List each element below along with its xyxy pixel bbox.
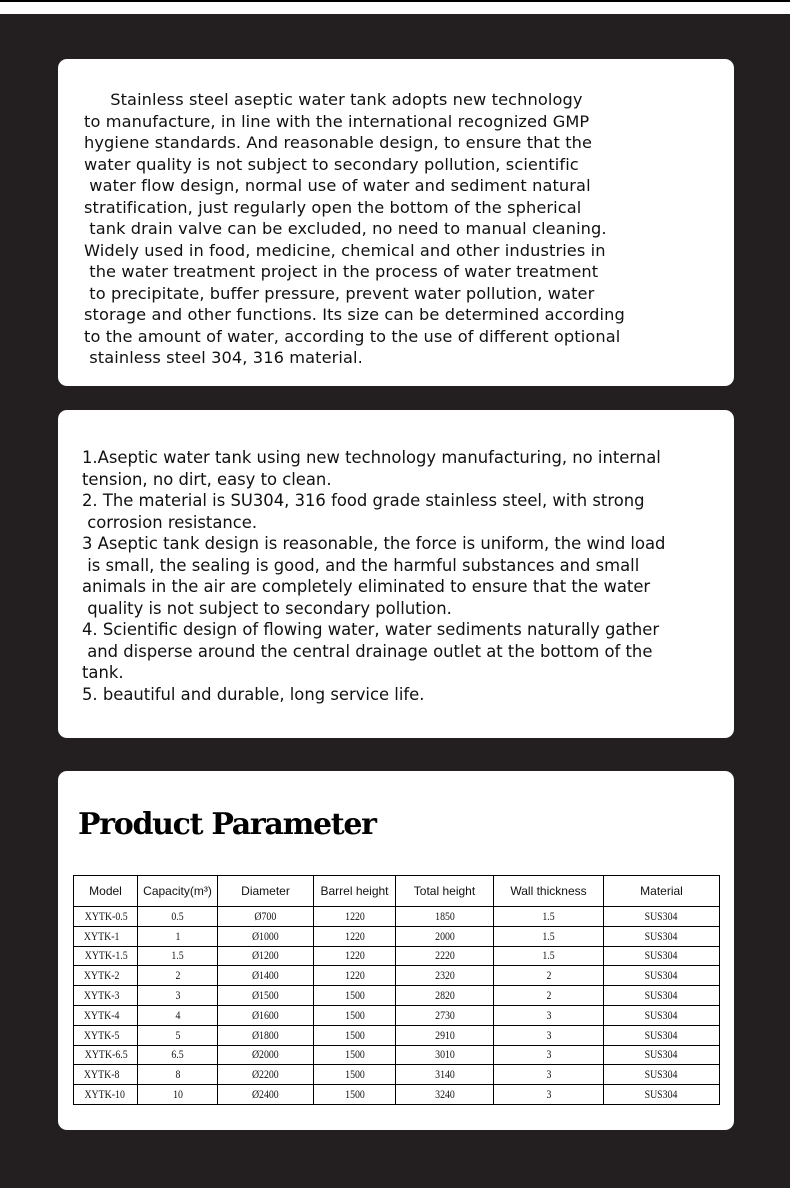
table-cell <box>604 1065 720 1085</box>
table-cell <box>138 1065 218 1085</box>
cell-text: SUS304 <box>645 908 678 923</box>
cell-text: 1.5 <box>542 908 555 923</box>
cell-text: 8 <box>175 1067 180 1082</box>
intro-paragraph: Stainless steel aseptic water tank adopts new technology to manufacture, in line with the international recognized GMP hygiene standards. And reasonable design, to ensure that the water quality is not subject to secondary pollution, scientific water flow design, normal use of water and sediment natural stratification, just regularly open the bottom of the spherical tank drain valve can be excluded, no need to manual cleaning. Widely used in food, medicine, chemical and other industries in the water treatment project in the process of water treatment to precipitate, buffer pressure, prevent water pollution, water storage and other functions. Its size can be determined according to the amount of water, according to the use of different optional stainless steel 304, 316 material. <box>84 90 625 367</box>
cell-text: XYTK-0.5 <box>84 908 128 923</box>
table-cell <box>138 1005 218 1025</box>
table-cell <box>314 946 396 966</box>
cell-text: Ø2200 <box>252 1067 279 1082</box>
table-row <box>74 1045 720 1065</box>
cell-text: SUS304 <box>645 988 678 1003</box>
table-cell <box>494 1085 604 1105</box>
table-cell <box>314 926 396 946</box>
cell-text: SUS304 <box>645 948 678 963</box>
table-cell <box>494 907 604 927</box>
table-cell <box>314 1085 396 1105</box>
table-cell <box>494 1045 604 1065</box>
cell-text: Ø2000 <box>252 1047 279 1062</box>
cell-text: 1500 <box>344 1047 365 1062</box>
table-cell <box>138 1025 218 1045</box>
cell-text: 1220 <box>344 968 365 983</box>
cell-text: 3 <box>546 1067 551 1082</box>
cell-text: 2 <box>546 988 551 1003</box>
cell-text: Ø1800 <box>252 1027 279 1042</box>
cell-text: 1.5 <box>542 928 555 943</box>
table-cell <box>218 966 314 986</box>
cell-text: XYTK-10 <box>84 1087 125 1102</box>
table-cell <box>314 907 396 927</box>
table-cell <box>314 1045 396 1065</box>
table-cell <box>314 1005 396 1025</box>
cell-text: Ø1500 <box>252 988 279 1003</box>
table-cell <box>396 966 494 986</box>
cell-text: 1500 <box>344 988 365 1003</box>
cell-text: SUS304 <box>645 1047 678 1062</box>
top-border-line <box>0 0 790 2</box>
table-cell <box>74 966 138 986</box>
table-cell <box>604 1085 720 1105</box>
table-cell <box>74 1085 138 1105</box>
table-cell <box>218 1005 314 1025</box>
cell-text: 2220 <box>434 948 455 963</box>
table-cell <box>314 966 396 986</box>
table-cell <box>604 986 720 1006</box>
cell-text: Ø700 <box>254 908 277 923</box>
table-cell <box>604 946 720 966</box>
table-cell <box>74 946 138 966</box>
feature-item: 2. The material is SU304, 316 food grade stainless steel, with strong corrosion resistance. <box>82 491 645 532</box>
table-cell <box>396 946 494 966</box>
cell-text: XYTK-1 <box>83 928 120 943</box>
table-row <box>74 1085 720 1105</box>
cell-text: 1220 <box>344 908 365 923</box>
table-cell <box>138 907 218 927</box>
cell-text: 2820 <box>434 988 455 1003</box>
table-cell <box>494 966 604 986</box>
cell-text: 3140 <box>434 1067 455 1082</box>
table-cell <box>314 1025 396 1045</box>
parameter-table <box>73 875 720 1105</box>
table-cell <box>74 1025 138 1045</box>
table-body <box>74 907 720 1105</box>
table-cell <box>138 986 218 1006</box>
table-cell <box>396 926 494 946</box>
cell-text: Ø2400 <box>252 1087 279 1102</box>
cell-text: XYTK-8 <box>83 1067 120 1082</box>
table-cell <box>138 946 218 966</box>
cell-text: XYTK-6.5 <box>84 1047 128 1062</box>
table-cell <box>494 946 604 966</box>
table-cell <box>494 1025 604 1045</box>
table-cell <box>494 926 604 946</box>
cell-text: Ø1200 <box>252 948 279 963</box>
cell-text: 1 <box>175 928 180 943</box>
cell-text: 1.5 <box>171 948 184 963</box>
feature-item: 3 Aseptic tank design is reasonable, the force is uniform, the wind load is small, the sealing is good, and the harmful substances and small animals in the air are completely eliminated to ensure that the water quality is not subject to secondary pollution. <box>82 534 666 618</box>
table-cell <box>218 1025 314 1045</box>
table-cell <box>218 1065 314 1085</box>
table-cell <box>218 946 314 966</box>
cell-text: 3240 <box>434 1087 455 1102</box>
cell-text: 2 <box>546 968 551 983</box>
cell-text: 1500 <box>344 1087 365 1102</box>
table-cell <box>138 1045 218 1065</box>
table-cell <box>138 966 218 986</box>
table-cell <box>218 986 314 1006</box>
table-cell <box>314 1065 396 1085</box>
table-cell <box>74 986 138 1006</box>
cell-text: 3 <box>546 1047 551 1062</box>
table-cell <box>74 1005 138 1025</box>
cell-text: 3 <box>546 1007 551 1022</box>
feature-item: 1.Aseptic water tank using new technology manufacturing, no internal tension, no dirt, easy to clean. <box>82 448 661 489</box>
header-cell: Wall thickness <box>494 876 604 907</box>
cell-text: 1.5 <box>542 948 555 963</box>
table-cell <box>396 1005 494 1025</box>
table-header-row <box>74 876 720 907</box>
table-row <box>74 946 720 966</box>
parameter-card <box>58 771 734 1130</box>
feature-item: 5. beautiful and durable, long service life. <box>82 684 425 704</box>
cell-text: XYTK-4 <box>83 1007 120 1022</box>
cell-text: 2 <box>175 968 180 983</box>
table-row <box>74 926 720 946</box>
table-cell <box>218 907 314 927</box>
cell-text: 1500 <box>344 1027 365 1042</box>
cell-text: 3 <box>546 1087 551 1102</box>
intro-card <box>58 59 734 386</box>
cell-text: 6.5 <box>171 1047 184 1062</box>
table-row <box>74 986 720 1006</box>
table-cell <box>604 926 720 946</box>
table-cell <box>396 1085 494 1105</box>
header-cell: Total height <box>396 876 494 907</box>
features-list <box>82 447 722 705</box>
cell-text: 1220 <box>344 948 365 963</box>
cell-text: 4 <box>175 1007 180 1022</box>
table-cell <box>494 1065 604 1085</box>
table-row <box>74 907 720 927</box>
table-cell <box>218 1045 314 1065</box>
table-cell <box>604 1025 720 1045</box>
cell-text: SUS304 <box>645 928 678 943</box>
cell-text: XYTK-3 <box>83 988 120 1003</box>
cell-text: 1500 <box>344 1067 365 1082</box>
feature-item: 4. Scientific design of flowing water, water sediments naturally gather and disperse around the central drainage outlet at the bottom of the tank. <box>82 620 660 682</box>
parameter-title: Product Parameter <box>78 807 376 842</box>
cell-text: SUS304 <box>645 1087 678 1102</box>
header-cell: Material <box>604 876 720 907</box>
cell-text: XYTK-5 <box>83 1027 120 1042</box>
table-cell <box>604 907 720 927</box>
cell-text: SUS304 <box>645 968 678 983</box>
cell-text: XYTK-1.5 <box>84 948 128 963</box>
cell-text: SUS304 <box>645 1067 678 1082</box>
cell-text: 2730 <box>434 1007 455 1022</box>
table-cell <box>218 1085 314 1105</box>
table-cell <box>314 986 396 1006</box>
features-card <box>58 410 734 738</box>
cell-text: Ø1600 <box>252 1007 279 1022</box>
table-cell <box>218 926 314 946</box>
table-cell <box>396 907 494 927</box>
cell-text: 0.5 <box>171 908 184 923</box>
table-cell <box>396 1045 494 1065</box>
cell-text: 10 <box>172 1087 183 1102</box>
header-cell: Barrel height <box>314 876 396 907</box>
table-cell <box>74 926 138 946</box>
table-cell <box>604 966 720 986</box>
cell-text: 2320 <box>434 968 455 983</box>
table-cell <box>396 986 494 1006</box>
table-cell <box>604 1045 720 1065</box>
cell-text: 5 <box>175 1027 180 1042</box>
table-row <box>74 966 720 986</box>
cell-text: Ø1000 <box>252 928 279 943</box>
header-cell: Capacity(m³) <box>138 876 218 907</box>
table-row <box>74 1065 720 1085</box>
table-cell <box>494 986 604 1006</box>
table-cell <box>494 1005 604 1025</box>
cell-text: 1850 <box>434 908 455 923</box>
cell-text: 1220 <box>344 928 365 943</box>
cell-text: 2000 <box>434 928 455 943</box>
cell-text: 3 <box>546 1027 551 1042</box>
table-cell <box>138 1085 218 1105</box>
cell-text: 3 <box>175 988 180 1003</box>
table-cell <box>396 1025 494 1045</box>
header-cell: Model <box>74 876 138 907</box>
table-cell <box>604 1005 720 1025</box>
cell-text: 2910 <box>434 1027 455 1042</box>
cell-text: 1500 <box>344 1007 365 1022</box>
table-row <box>74 1005 720 1025</box>
cell-text: SUS304 <box>645 1007 678 1022</box>
table-cell <box>138 926 218 946</box>
cell-text: SUS304 <box>645 1027 678 1042</box>
table-cell <box>74 1065 138 1085</box>
table-cell <box>74 907 138 927</box>
cell-text: XYTK-2 <box>83 968 120 983</box>
table-row <box>74 1025 720 1045</box>
header-cell: Diameter <box>218 876 314 907</box>
table-cell <box>396 1065 494 1085</box>
table-cell <box>74 1045 138 1065</box>
cell-text: 3010 <box>434 1047 455 1062</box>
cell-text: Ø1400 <box>252 968 279 983</box>
